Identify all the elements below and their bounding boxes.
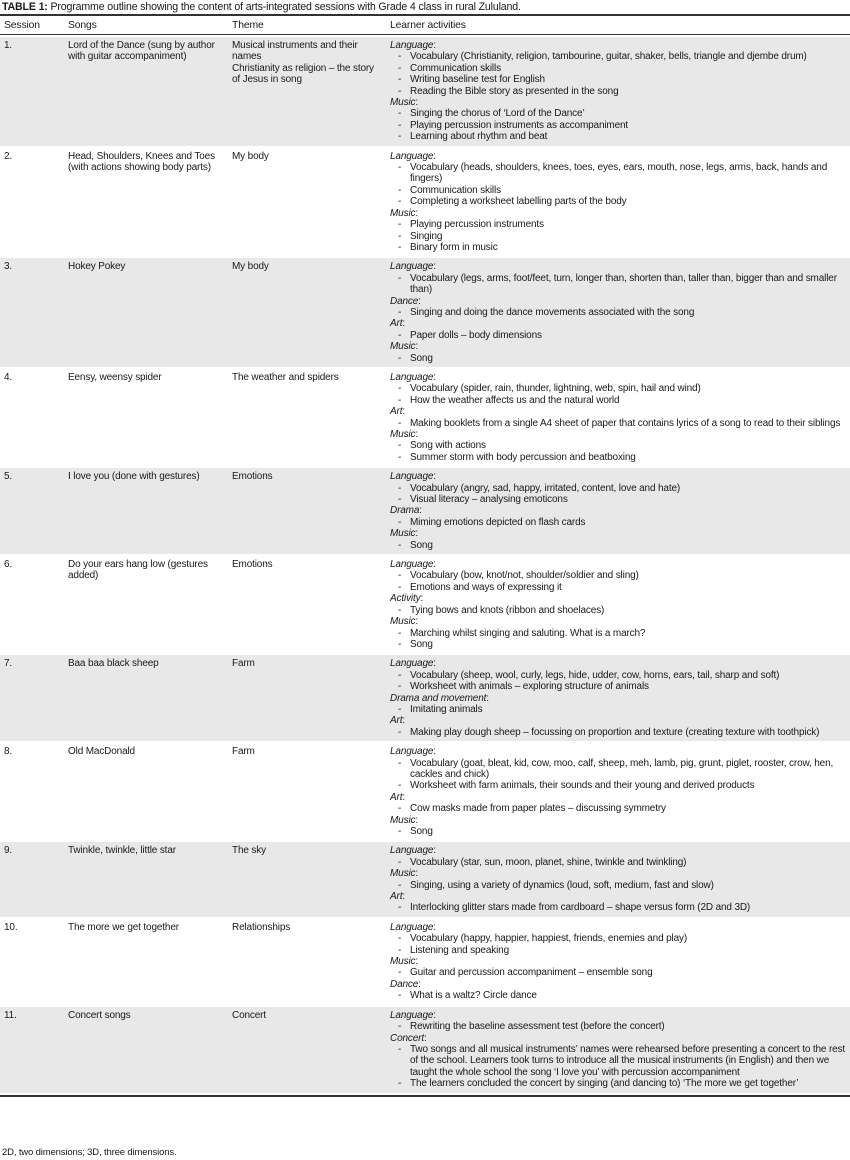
activity-list bbox=[390, 704, 846, 715]
activity-category bbox=[390, 429, 846, 440]
theme-line: Emotions bbox=[232, 559, 273, 571]
category-label: Language bbox=[390, 658, 434, 670]
theme-cell bbox=[228, 1007, 386, 1093]
activity-category bbox=[390, 528, 846, 539]
category-colon: : bbox=[433, 261, 436, 273]
activity-item: - How the weather affects us and the natural world bbox=[410, 395, 846, 406]
category-colon: : bbox=[433, 559, 436, 571]
activity-item: - Learning about rhythm and beat bbox=[410, 131, 846, 142]
table-body bbox=[0, 37, 850, 1093]
activity-item: - What is a waltz? Circle dance bbox=[410, 990, 846, 1001]
song-cell: Twinkle, twinkle, little star bbox=[64, 842, 228, 916]
song-cell: The more we get together bbox=[68, 921, 179, 933]
theme-cell bbox=[228, 148, 386, 257]
activity-list bbox=[390, 803, 846, 814]
activity-item: - Vocabulary (goat, bleat, kid, cow, moo, calf, sheep, meh, lamb, pig, grunt, piglet, rooster, crow, hen, cackles and chick) bbox=[410, 758, 846, 781]
activity-item: - Making play dough sheep – focussing on proportion and texture (creating texture with toothpick) bbox=[410, 727, 846, 738]
category-label: Music bbox=[390, 97, 416, 109]
table-row bbox=[0, 1007, 850, 1093]
theme-cell bbox=[228, 743, 386, 840]
activity-item: - Song bbox=[410, 826, 846, 837]
activity-list bbox=[390, 483, 846, 506]
theme-cell bbox=[228, 37, 386, 146]
activity-list bbox=[390, 440, 846, 463]
activity-item: - Vocabulary (legs, arms, foot/feet, turn, longer than, shorten than, taller than, bigger than and smaller than) bbox=[410, 273, 846, 296]
activities-cell bbox=[386, 743, 850, 840]
category-label: Language bbox=[390, 471, 434, 483]
category-colon: : bbox=[402, 318, 405, 330]
activity-list bbox=[390, 162, 846, 208]
category-label: Art bbox=[390, 791, 403, 803]
activity-item: - Cow masks made from paper plates – discussing symmetry bbox=[410, 803, 846, 814]
activities-cell bbox=[386, 258, 850, 367]
activity-item: - Completing a worksheet labelling parts of the body bbox=[410, 196, 846, 207]
activity-list bbox=[390, 540, 846, 551]
category-colon: : bbox=[433, 1009, 436, 1021]
activity-category bbox=[390, 891, 846, 902]
activity-category bbox=[390, 406, 846, 417]
activity-item: - Interlocking glitter stars made from cardboard – shape versus form (2D and 3D) bbox=[410, 902, 846, 913]
activity-list bbox=[390, 307, 846, 318]
category-colon: : bbox=[420, 593, 424, 605]
activity-category bbox=[390, 979, 846, 990]
activity-item: - Communication skills bbox=[410, 63, 846, 74]
header-activities: Learner activities bbox=[386, 18, 850, 35]
category-label: Language bbox=[390, 921, 434, 933]
activity-category bbox=[390, 746, 846, 757]
category-colon: : bbox=[423, 1032, 427, 1044]
activities-cell bbox=[386, 919, 850, 1005]
category-label: Language bbox=[390, 1009, 434, 1021]
activity-list bbox=[390, 219, 846, 253]
activity-item: - Song bbox=[410, 353, 846, 364]
activity-item: - Singing the chorus of ‘Lord of the Dance’ bbox=[410, 108, 846, 119]
table-row bbox=[0, 743, 850, 840]
activity-item: - Communication skills bbox=[410, 185, 846, 196]
theme-cell bbox=[228, 258, 386, 367]
song-cell: Head, Shoulders, Knees and Toes (with actions showing body parts) bbox=[68, 150, 215, 174]
session-cell: 11. bbox=[0, 1007, 64, 1093]
activity-category bbox=[390, 956, 846, 967]
category-colon: : bbox=[415, 814, 419, 826]
category-colon: : bbox=[402, 891, 405, 903]
theme-line: The sky bbox=[232, 845, 266, 857]
category-colon: : bbox=[433, 845, 436, 857]
activity-list bbox=[390, 605, 846, 616]
activity-item: - Tying bows and knots (ribbon and shoelaces) bbox=[410, 605, 846, 616]
category-label: Language bbox=[390, 371, 434, 383]
activity-list bbox=[390, 517, 846, 528]
activity-list bbox=[390, 933, 846, 956]
category-colon: : bbox=[433, 150, 436, 162]
song-cell: I love you (done with gestures) bbox=[64, 468, 228, 554]
activity-category bbox=[390, 151, 846, 162]
category-label: Dance bbox=[390, 978, 419, 990]
category-label: Music bbox=[390, 956, 416, 968]
category-label: Music bbox=[390, 341, 416, 353]
activity-item: - Worksheet with farm animals, their sounds and their young and derived products bbox=[410, 780, 846, 791]
activity-list bbox=[390, 51, 846, 97]
activity-category bbox=[390, 1010, 846, 1021]
activity-list bbox=[390, 902, 846, 913]
category-label: Dance bbox=[390, 295, 419, 307]
category-colon: : bbox=[415, 616, 419, 628]
activity-item: - Two songs and all musical instruments’ names were rehearsed before presenting a concert to the rest of the school. Learners took turns to introduce all the musical instruments (in English) and then we taught the whole school the song ‘I love you’ with percussion accompaniment bbox=[410, 1044, 846, 1078]
activities-cell bbox=[386, 369, 850, 466]
theme-line: Farm bbox=[232, 658, 255, 670]
activity-item: - Song bbox=[410, 540, 846, 551]
session-cell: 2. bbox=[4, 150, 13, 162]
theme-line: Musical instruments and their names bbox=[232, 40, 358, 63]
category-colon: : bbox=[433, 371, 436, 383]
table-caption bbox=[2, 1, 521, 13]
theme-cell bbox=[228, 468, 386, 554]
category-colon: : bbox=[433, 40, 436, 51]
song-cell: Concert songs bbox=[64, 1007, 228, 1093]
category-label: Language bbox=[390, 150, 434, 162]
caption-text: Programme outline showing the content of arts-integrated sessions with Grade 4 class in rural Zululand. bbox=[47, 1, 521, 13]
activity-category bbox=[390, 593, 846, 604]
category-colon: : bbox=[415, 429, 419, 440]
table-row bbox=[0, 148, 850, 257]
activity-category bbox=[390, 471, 846, 482]
activity-list bbox=[390, 330, 846, 341]
activities-cell bbox=[386, 1007, 850, 1093]
category-label: Music bbox=[390, 429, 416, 440]
category-colon: : bbox=[415, 97, 419, 109]
table-row bbox=[0, 37, 850, 146]
category-label: Music bbox=[390, 528, 416, 540]
activity-list bbox=[390, 967, 846, 978]
activity-category bbox=[390, 616, 846, 627]
category-label: Drama bbox=[390, 505, 420, 517]
activity-item: - Vocabulary (happy, happier, happiest, friends, enemies and play) bbox=[410, 933, 846, 944]
activity-category bbox=[390, 715, 846, 726]
table-row bbox=[0, 369, 850, 466]
activity-list bbox=[390, 570, 846, 593]
activity-category bbox=[390, 261, 846, 272]
activity-list bbox=[390, 1021, 846, 1032]
activity-category bbox=[390, 658, 846, 669]
category-colon: : bbox=[486, 692, 489, 704]
activity-list bbox=[390, 383, 846, 406]
activities-cell bbox=[386, 37, 850, 146]
activity-list bbox=[390, 826, 846, 837]
theme-line: Christianity as religion – the story of Jesus in song bbox=[232, 62, 374, 86]
activity-item: - Rewriting the baseline assessment test (before the concert) bbox=[410, 1021, 846, 1032]
table-row bbox=[0, 258, 850, 367]
activities-cell bbox=[386, 842, 850, 916]
category-colon: : bbox=[418, 978, 421, 990]
activity-category bbox=[390, 40, 846, 51]
category-colon: : bbox=[415, 207, 419, 219]
activity-category bbox=[390, 296, 846, 307]
activity-category bbox=[390, 372, 846, 383]
activities-cell bbox=[386, 148, 850, 257]
category-label: Art bbox=[390, 891, 403, 903]
activity-item: - Emotions and ways of expressing it bbox=[410, 582, 846, 593]
table-row bbox=[0, 842, 850, 916]
activity-item: - Paper dolls – body dimensions bbox=[410, 330, 846, 341]
session-cell: 10. bbox=[4, 921, 18, 933]
activities-cell bbox=[386, 468, 850, 554]
activity-category bbox=[390, 559, 846, 570]
activity-item: - Guitar and percussion accompaniment – ensemble song bbox=[410, 967, 846, 978]
category-label: Music bbox=[390, 207, 416, 219]
activity-category bbox=[390, 845, 846, 856]
activity-item: - Visual literacy – analysing emoticons bbox=[410, 494, 846, 505]
theme-line: Emotions bbox=[232, 471, 273, 483]
activity-item: - Song bbox=[410, 639, 846, 650]
category-label: Language bbox=[390, 746, 434, 758]
category-colon: : bbox=[415, 528, 419, 540]
activity-item: - Vocabulary (sheep, wool, curly, legs, hide, udder, cow, horns, ears, tail, sharp and soft) bbox=[410, 670, 846, 681]
category-label: Language bbox=[390, 845, 434, 857]
session-cell: 1. bbox=[0, 37, 64, 146]
activity-item: - Singing and doing the dance movements associated with the song bbox=[410, 307, 846, 318]
table-row bbox=[0, 655, 850, 741]
activity-item: - Reading the Bible story as presented in the song bbox=[410, 86, 846, 97]
category-colon: : bbox=[433, 471, 436, 483]
caption-label: TABLE 1: bbox=[2, 1, 48, 13]
activity-item: - The learners concluded the concert by singing (and dancing to) ‘The more we get together’ bbox=[410, 1078, 846, 1089]
activity-list bbox=[390, 273, 846, 296]
theme-line: My body bbox=[232, 150, 269, 162]
song-cell: Lord of the Dance (sung by author with guitar accompaniment) bbox=[64, 37, 228, 146]
category-colon: : bbox=[402, 715, 405, 727]
table-row bbox=[0, 919, 850, 1005]
activity-category bbox=[390, 1033, 846, 1044]
session-cell: 9. bbox=[0, 842, 64, 916]
activity-item: - Vocabulary (bow, knot/not, shoulder/soldier and sling) bbox=[410, 570, 846, 581]
category-colon: : bbox=[418, 295, 421, 307]
activity-item: - Singing bbox=[410, 231, 846, 242]
activity-item: - Vocabulary (spider, rain, thunder, lightning, web, spin, hail and wind) bbox=[410, 383, 846, 394]
activity-item: - Writing baseline test for English bbox=[410, 74, 846, 85]
activity-item: - Vocabulary (heads, shoulders, knees, toes, eyes, ears, mouth, nose, legs, arms, back, hands and fingers) bbox=[410, 162, 846, 185]
activity-item: - Singing, using a variety of dynamics (loud, soft, medium, fast and slow) bbox=[410, 880, 846, 891]
session-cell: 6. bbox=[4, 559, 13, 571]
theme-line: Farm bbox=[232, 746, 255, 758]
programme-table bbox=[0, 14, 850, 1097]
activity-list bbox=[390, 727, 846, 738]
activity-category bbox=[390, 97, 846, 108]
activity-list bbox=[390, 857, 846, 868]
category-label: Art bbox=[390, 406, 403, 418]
category-label: Art bbox=[390, 318, 403, 330]
activity-item: - Vocabulary (star, sun, moon, planet, shine, twinkle and twinkling) bbox=[410, 857, 846, 868]
song-cell: Eensy, weensy spider bbox=[68, 371, 162, 383]
category-colon: : bbox=[433, 746, 436, 758]
song-cell: Baa baa black sheep bbox=[64, 655, 228, 741]
session-cell: 4. bbox=[4, 371, 13, 383]
activity-item: - Worksheet with animals – exploring structure of animals bbox=[410, 681, 846, 692]
activity-item: - Playing percussion instruments as accompaniment bbox=[410, 120, 846, 131]
activity-list bbox=[390, 353, 846, 364]
category-colon: : bbox=[433, 921, 436, 933]
activity-category bbox=[390, 792, 846, 803]
activity-item: - Listening and speaking bbox=[410, 945, 846, 956]
activity-list bbox=[390, 990, 846, 1001]
theme-line: Relationships bbox=[232, 921, 291, 933]
activity-list bbox=[390, 108, 846, 142]
activity-category bbox=[390, 815, 846, 826]
category-colon: : bbox=[415, 868, 419, 880]
song-cell: Do your ears hang low (gestures added) bbox=[68, 559, 208, 582]
category-label: Language bbox=[390, 261, 434, 273]
session-cell: 3. bbox=[0, 258, 64, 367]
header-row bbox=[0, 18, 850, 35]
theme-cell bbox=[228, 655, 386, 741]
category-label: Music bbox=[390, 616, 416, 628]
activity-item: - Marching whilst singing and saluting. What is a march? bbox=[410, 628, 846, 639]
song-cell: Hokey Pokey bbox=[64, 258, 228, 367]
header-theme: Theme bbox=[228, 18, 386, 35]
category-label: Music bbox=[390, 868, 416, 880]
theme-cell bbox=[228, 842, 386, 916]
category-label: Drama and movement bbox=[390, 692, 487, 704]
category-colon: : bbox=[419, 505, 422, 517]
activity-item: - Making booklets from a single A4 sheet of paper that contains lyrics of a song to read to their siblings bbox=[410, 418, 846, 429]
category-colon: : bbox=[433, 658, 436, 670]
category-colon: : bbox=[415, 956, 419, 968]
category-label: Concert bbox=[390, 1032, 424, 1044]
activity-item: - Playing percussion instruments bbox=[410, 219, 846, 230]
theme-line: The weather and spiders bbox=[232, 371, 339, 383]
activity-list bbox=[390, 880, 846, 891]
activity-category bbox=[390, 318, 846, 329]
header-session: Session bbox=[0, 18, 64, 35]
activity-category bbox=[390, 341, 846, 352]
activity-item: - Binary form in music bbox=[410, 242, 846, 253]
activity-item: - Song with actions bbox=[410, 440, 846, 451]
category-colon: : bbox=[402, 791, 405, 803]
activity-list bbox=[390, 670, 846, 693]
activity-item: - Vocabulary (Christianity, religion, tambourine, guitar, shaker, bells, triangle and djembe drum) bbox=[410, 51, 846, 62]
category-colon: : bbox=[415, 341, 419, 353]
header-songs: Songs bbox=[64, 18, 228, 35]
activity-list bbox=[390, 1044, 846, 1090]
activity-item: - Imitating animals bbox=[410, 704, 846, 715]
category-colon: : bbox=[402, 406, 405, 418]
category-label: Music bbox=[390, 814, 416, 826]
table-row bbox=[0, 556, 850, 653]
activity-item: - Vocabulary (angry, sad, happy, irritated, content, love and hate) bbox=[410, 483, 846, 494]
activity-list bbox=[390, 758, 846, 792]
activity-category bbox=[390, 693, 846, 704]
session-cell: 7. bbox=[0, 655, 64, 741]
category-label: Activity bbox=[390, 593, 421, 605]
theme-line: Concert bbox=[232, 1009, 266, 1021]
activities-cell bbox=[386, 556, 850, 653]
activities-cell bbox=[386, 655, 850, 741]
footnote: 2D, two dimensions; 3D, three dimensions. bbox=[2, 1147, 177, 1158]
table-row bbox=[0, 468, 850, 554]
session-cell: 5. bbox=[0, 468, 64, 554]
activity-list bbox=[390, 628, 846, 651]
activity-item: - Miming emotions depicted on flash cards bbox=[410, 517, 846, 528]
activity-category bbox=[390, 922, 846, 933]
theme-cell bbox=[228, 369, 386, 466]
theme-cell bbox=[228, 919, 386, 1005]
activity-category bbox=[390, 208, 846, 219]
activity-category bbox=[390, 505, 846, 516]
activity-item: - Summer storm with body percussion and beatboxing bbox=[410, 452, 846, 463]
category-label: Art bbox=[390, 715, 403, 727]
category-label: Language bbox=[390, 559, 434, 571]
activity-list bbox=[390, 418, 846, 429]
song-cell: Old MacDonald bbox=[68, 746, 135, 758]
theme-line: My body bbox=[232, 261, 269, 273]
theme-cell bbox=[228, 556, 386, 653]
category-label: Language bbox=[390, 40, 434, 51]
activity-category bbox=[390, 868, 846, 879]
session-cell: 8. bbox=[4, 746, 13, 758]
